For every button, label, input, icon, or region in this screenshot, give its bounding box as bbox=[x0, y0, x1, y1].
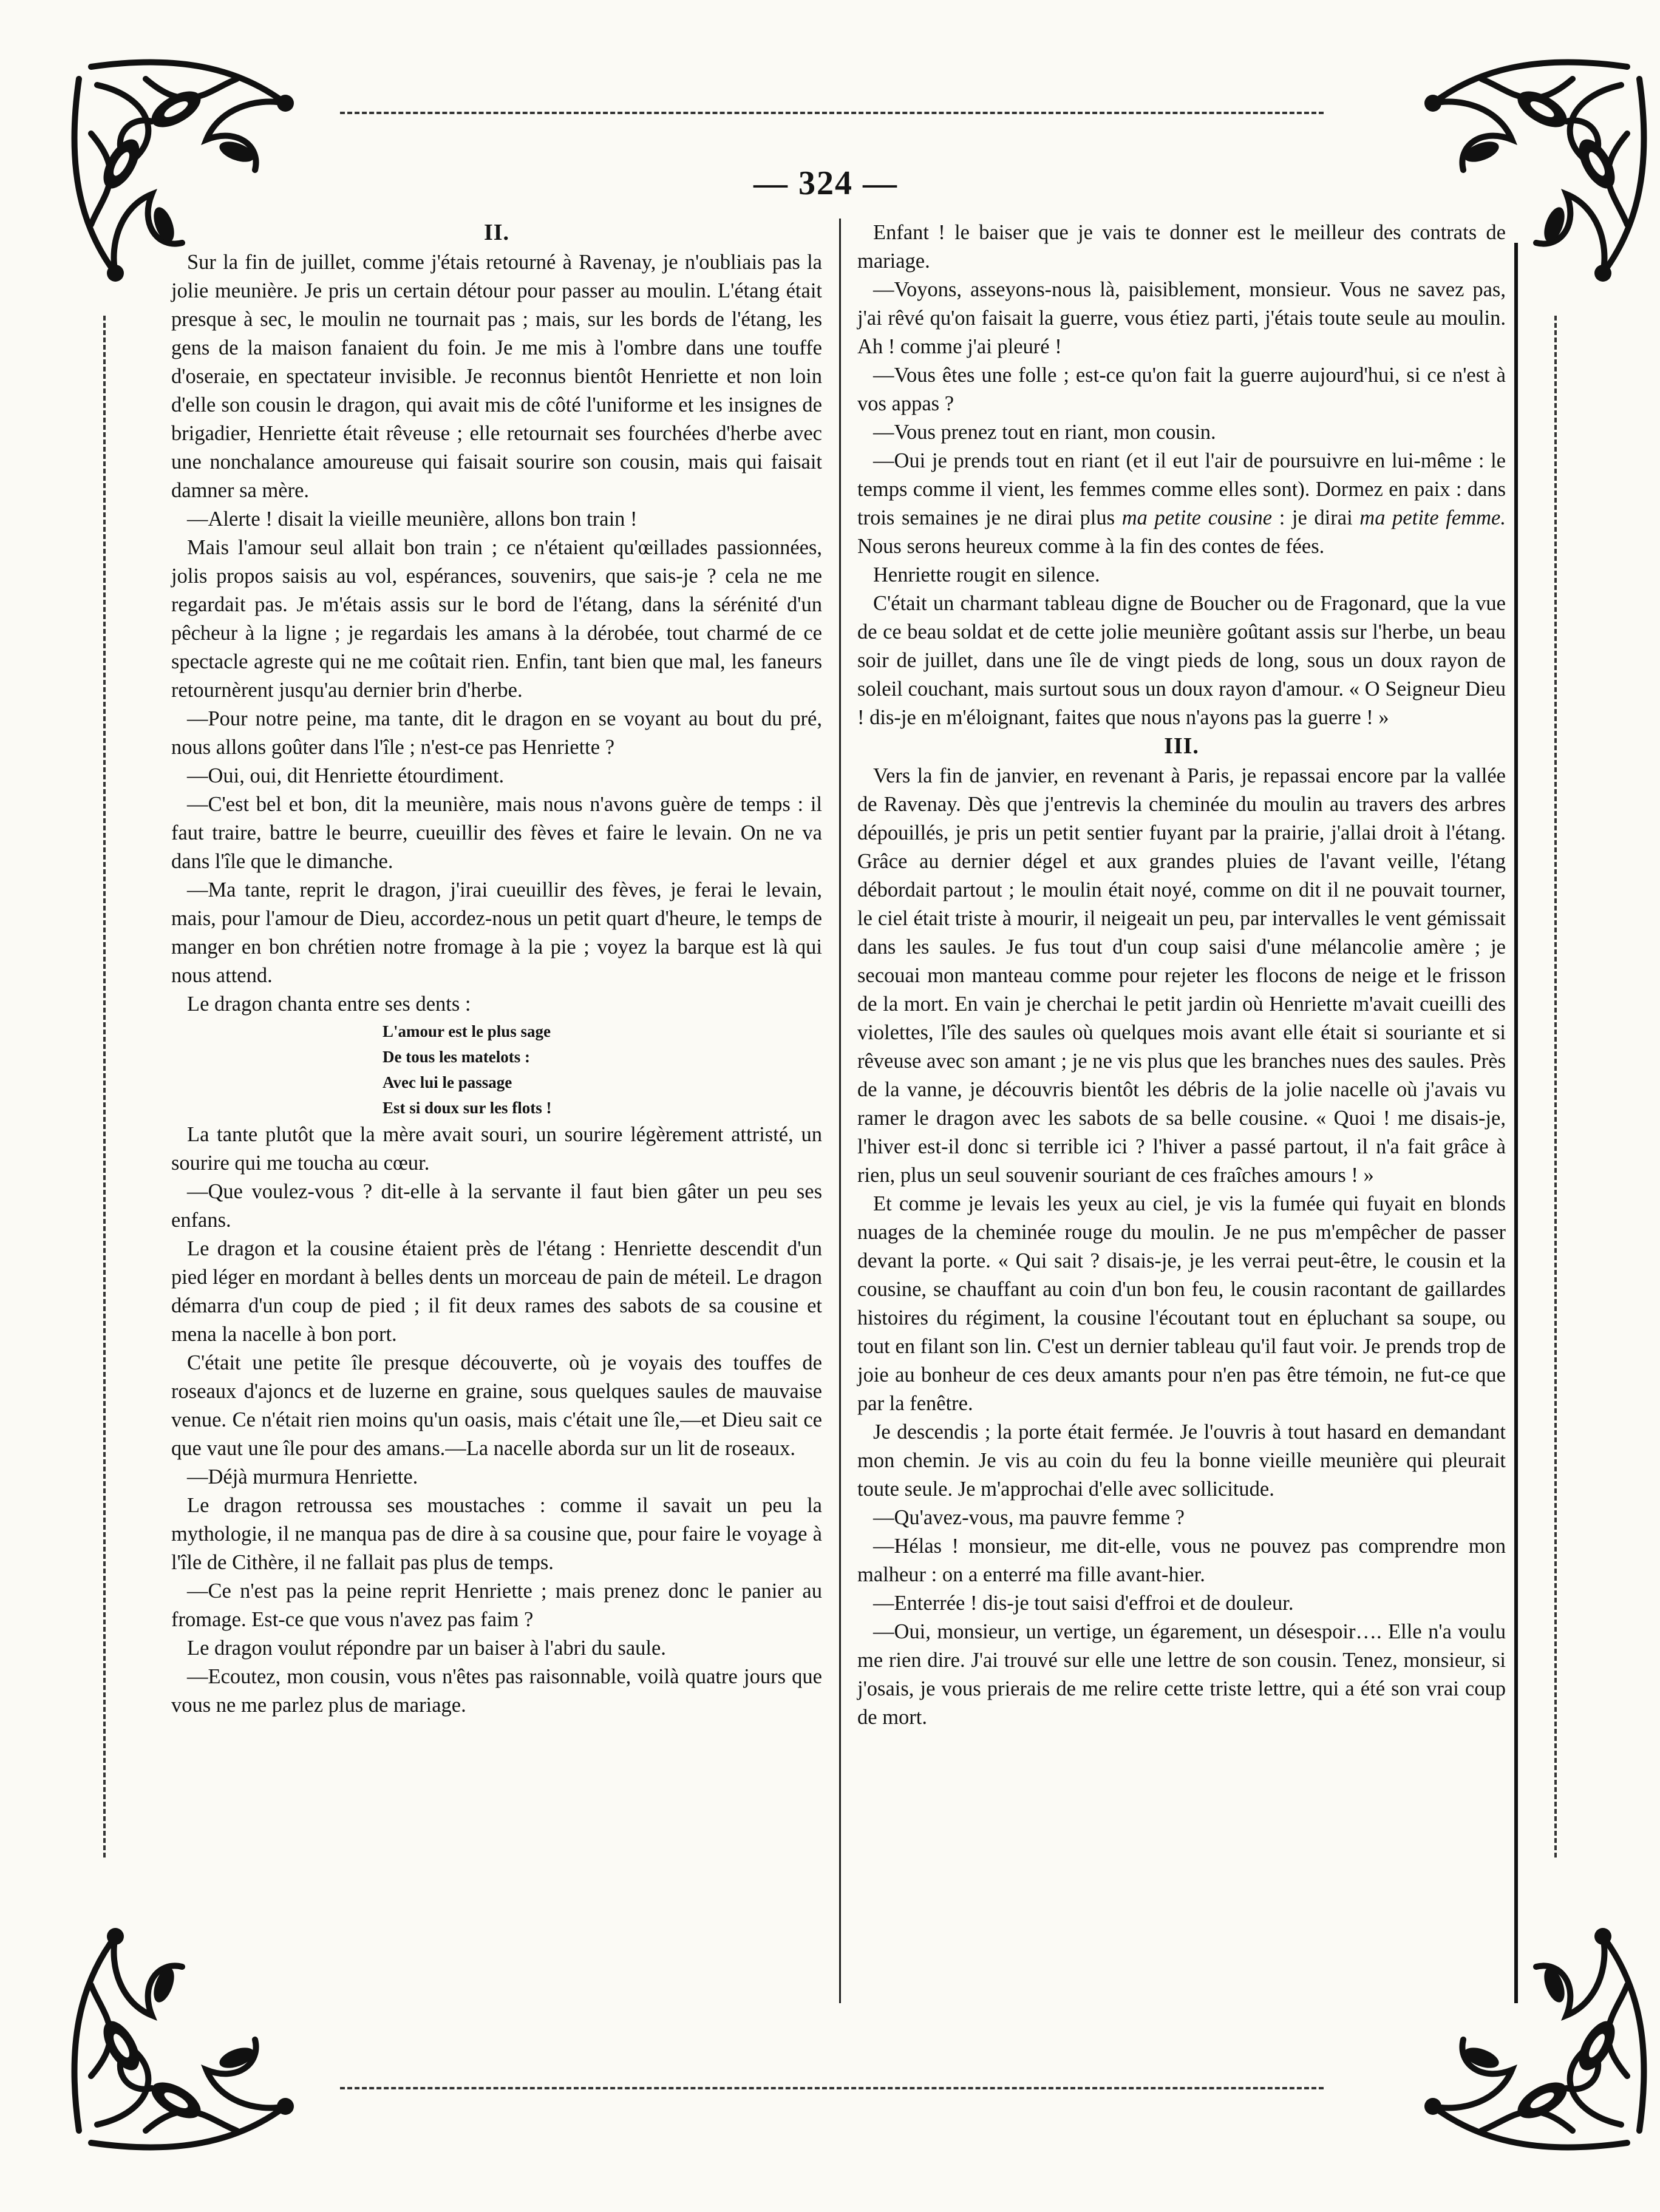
paragraph: —Pour notre peine, ma tante, dit le dragon en se voyant au bout du pré, nous allons goûter dans l'île ; n'est-ce pas Henriette ? bbox=[171, 707, 822, 759]
paragraph: —Vous prenez tout en riant, mon cousin. bbox=[873, 421, 1216, 444]
paragraph: Le dragon chanta entre ses dents : bbox=[187, 992, 471, 1016]
paragraph: Sur la fin de juillet, comme j'étais retourné à Ravenay, je n'oubliais pas la jolie meunière. Je pris un certain détour pour passer au moulin. L'étang était presque à sec, le moulin ne tournait pas ; mais, sur les bords de l'étang, les gens de la maison fanaient du foin. Je me mis à l'ombre dans une touffe d'oseraie, en spectateur invisible. Je reconnus bientôt Henriette et non loin d'elle son cousin le dragon, qui avait mis de côté l'uniforme et les insignes de brigadier, Henriette était rêveuse ; elle retournait ses fourchées d'herbe avec une nonchalance amoureuse qui faisait sourire son cousin, mais qui faisait damner sa mère. bbox=[171, 251, 822, 502]
dashed-border-top bbox=[340, 112, 1324, 114]
corner-ornament-bottom-left bbox=[55, 1827, 395, 2167]
page-number: — 324 — bbox=[753, 165, 898, 202]
paragraph: —Oui, oui, dit Henriette étourdiment. bbox=[187, 764, 505, 787]
text-run: —Oui je prends tout en riant (et il eut l'air de poursuivre en lui-même : le temps comme il vient, les femmes comme elles sont). Dormez en paix : dans trois semaines je ne dirai plus bbox=[857, 449, 1506, 529]
left-column bbox=[171, 219, 822, 1720]
right-column bbox=[857, 219, 1506, 1732]
text-run: Nous serons heureux comme à la fin des contes de fées. bbox=[857, 535, 1325, 558]
paragraph: Et comme je levais les yeux au ciel, je vis la fumée qui fuyait en blonds nuages de la cheminée rouge du moulin. Je ne pus m'empêcher de passer devant la porte. « Qui sait ? disais-je, je les verrai peut-être, le cousin et la cousine, se chauffant au coin d'un bon feu, le cousin racontant de gaillardes histoires du régiment, la cousine l'écoutant tout en épluchant sa soupe, ou tout en filant son lin. C'est un dernier tableau qu'il faut voir. Je prends trop de joie au bonheur de ces deux amants pour n'en pas être témoin, ne fut-ce que par la fenêtre. bbox=[857, 1192, 1506, 1415]
paragraph: C'était une petite île presque découverte, où je voyais des touffes de roseaux d'ajoncs et de luzerne en graine, sous quelques saules de mauvaise venue. Ce n'était rien moins qu'un oasis, mais c'était une île,—et Dieu sait ce que vaut une île pour des amans.—La nacelle aborda sur un lit de roseaux. bbox=[171, 1351, 822, 1460]
paragraph: La tante plutôt que la mère avait souri, un sourire légèrement attristé, un sourire qui me toucha au cœur. bbox=[171, 1123, 822, 1175]
paragraph: —Ma tante, reprit le dragon, j'irai cueuillir des fèves, je ferai le levain, mais, pour l'amour de Dieu, accordez-nous un petit quart d'heure, le temps de manger en bon chrétien notre fromage à la pie ; voyez la barque est là qui nous attend. bbox=[171, 878, 822, 987]
paragraph: —Alerte ! disait la vieille meunière, allons bon train ! bbox=[187, 507, 638, 531]
paragraph: Enfant ! le baiser que je vais te donner est le meilleur des contrats de mariage. bbox=[857, 221, 1506, 273]
paragraph: —Hélas ! monsieur, me dit-elle, vous ne pouvez pas comprendre mon malheur : on a enterré ma fille avant-hier. bbox=[857, 1535, 1506, 1586]
dashed-border-right bbox=[1554, 316, 1557, 1857]
verse-line: Avec lui le passage bbox=[383, 1073, 512, 1091]
section-heading-3: III. bbox=[1164, 733, 1199, 759]
text-run: : je dirai bbox=[1272, 506, 1360, 529]
paragraph: —Vous êtes une folle ; est-ce qu'on fait la guerre aujourd'hui, si ce n'est à vos appas ? bbox=[857, 364, 1506, 415]
paragraph: —Voyons, asseyons-nous là, paisiblement, monsieur. Vous ne savez pas, j'ai rêvé qu'on faisait la guerre, vous étiez parti, j'étais toute seule au moulin. Ah ! comme j'ai pleuré ! bbox=[857, 278, 1506, 358]
corner-ornament-bottom-right bbox=[1324, 1827, 1660, 2167]
paragraph: Je descendis ; la porte était fermée. Je l'ouvris à tout hasard en demandant mon chemin. Je vis au coin du feu la bonne vieille meunière qui pleurait toute seule. Je m'approchai d'elle avec sollicitude. bbox=[857, 1420, 1506, 1501]
paragraph: —Oui, monsieur, un vertige, un égarement, un désespoir…. Elle n'a voulu me rien dire. J'ai trouvé sur elle une lettre de son cousin. Tenez, monsieur, si j'osais, je vous prierais de me relire cette triste lettre, qui a été son vrai coup de mort. bbox=[857, 1620, 1506, 1729]
paragraph: —Enterrée ! dis-je tout saisi d'effroi et de douleur. bbox=[873, 1592, 1294, 1615]
paragraph: —Ecoutez, mon cousin, vous n'êtes pas raisonnable, voilà quatre jours que vous ne me parlez plus de mariage. bbox=[171, 1665, 822, 1717]
section-heading-2: II. bbox=[483, 220, 510, 245]
italic-phrase: ma petite femme. bbox=[1359, 506, 1506, 529]
verse-line: Est si doux sur les flots ! bbox=[383, 1099, 552, 1117]
paragraph: Le dragon et la cousine étaient près de l'étang : Henriette descendit d'un pied léger en mordant à belles dents un morceau de pain de méteil. Le dragon démarra d'un coup de pied ; il fit deux rames des sabots de sa cousine et mena la nacelle à bon port. bbox=[171, 1237, 822, 1346]
verse-line: L'amour est le plus sage bbox=[383, 1022, 551, 1040]
song-verse bbox=[171, 1019, 822, 1121]
verse-line: De tous les matelots : bbox=[383, 1048, 530, 1066]
paragraph: —C'est bel et bon, dit la meunière, mais nous n'avons guère de temps : il faut traire, battre le beurre, cueuillir des fèves et faire le levain. On ne va dans l'île que le dimanche. bbox=[171, 793, 822, 873]
italic-phrase: ma petite cousine bbox=[1121, 506, 1273, 529]
paragraph: —Que voulez-vous ? dit-elle à la servante il faut bien gâter un peu ses enfans. bbox=[171, 1180, 822, 1232]
paragraph: —Ce n'est pas la peine reprit Henriette ; mais prenez donc le panier au fromage. Est-ce que vous n'avez pas faim ? bbox=[171, 1579, 822, 1631]
paragraph: Le dragon voulut répondre par un baiser à l'abri du saule. bbox=[187, 1637, 666, 1660]
paragraph: C'était un charmant tableau digne de Boucher ou de Fragonard, que la vue de ce beau soldat et de cette jolie meunière goûtant assis sur l'herbe, un beau soir de juillet, dans une île de vingt pieds de long, sous un doux rayon de soleil couchant, mais surtout sous un doux rayon d'amour. « O Seigneur Dieu ! dis-je en m'éloignant, faites que nous n'ayons pas la guerre ! » bbox=[857, 592, 1506, 729]
paragraph: Henriette rougit en silence. bbox=[873, 563, 1100, 586]
paragraph: Vers la fin de janvier, en revenant à Paris, je repassai encore par la vallée de Ravenay. Dès que j'entrevis la cheminée du moulin au travers des arbres dépouillés, je pris un petit sentier fuyant par la prairie, j'allai droit à l'étang. Grâce au dernier dégel et aux grandes pluies de l'avant veille, l'étang débordait partout ; le moulin était noyé, comme on dit il ne pouvait tourner, le ciel était triste à mourir, il neigeait un peu, par intervalles le vent gémissait dans les saules. Je fus tout d'un coup saisi d'une mélancolie amère ; je secouai mon manteau comme pour rejeter les flocons de neige et le frisson de la mort. En vain je cherchai le petit jardin où Henriette m'avait cueilli des violettes, l'île des saules où quelques mois avant elle était si souriante et si rêveuse avec son amant ; je ne vis plus que les branches nues des saules. Près de la vanne, je découvris bientôt les débris de la jolie nacelle où j'avais vu ramer le dragon avec les sabots de sa belle cousine. « Quoi ! me disais-je, l'hiver est-il donc si terrible ici ? l'hiver a passé partout, il n'a fait grâce à rien, plus un seul souvenir souriant de ces fraîches amours ! » bbox=[857, 764, 1506, 1187]
paragraph: —Déjà murmura Henriette. bbox=[187, 1465, 418, 1488]
paragraph: Le dragon retroussa ses moustaches : comme il savait un peu la mythologie, il ne manqua pas de dire à sa cousine que, pour faire le voyage à l'île de Cithère, il ne fallait pas plus de temps. bbox=[171, 1494, 822, 1574]
column-divider bbox=[839, 219, 841, 2003]
dashed-border-left bbox=[103, 316, 106, 1857]
right-margin-rule bbox=[1514, 243, 1518, 2003]
paragraph: —Qu'avez-vous, ma pauvre femme ? bbox=[873, 1506, 1185, 1529]
paragraph: Mais l'amour seul allait bon train ; ce n'étaient qu'œillades passionnées, jolis propos saisis au vol, espérances, souvenirs, que sais-je ? cela ne me regardait pas. Je m'étais assis sur le bord de l'étang, dans la sérénité d'un pêcheur à la ligne ; je regardais les amans à la dérobée, tout charmé de ce spectacle agreste qui ne me coûtait rien. Enfin, tant bien que mal, les faneurs retournèrent jusqu'au dernier brin d'herbe. bbox=[171, 536, 822, 702]
dashed-border-bottom bbox=[340, 2087, 1324, 2089]
paragraph bbox=[857, 447, 1506, 561]
